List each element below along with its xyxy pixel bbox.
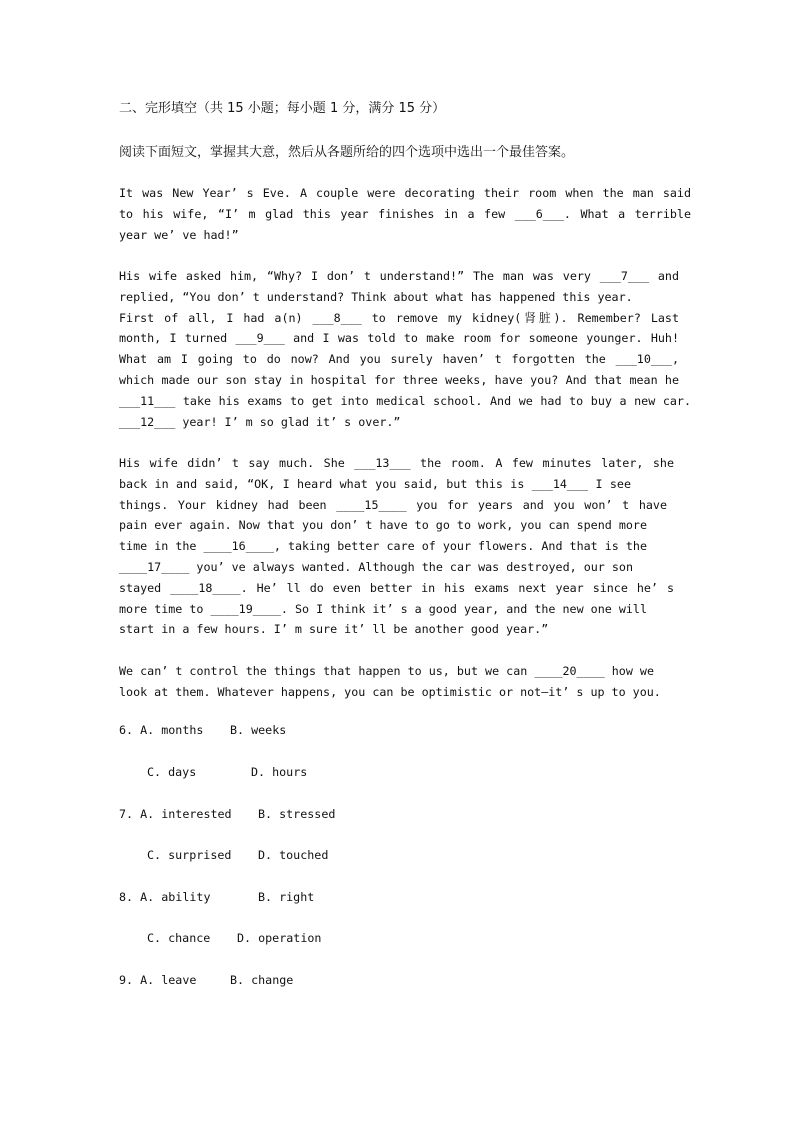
passage-line: which made our son stay in hospital for three weeks, have you? And that mean he [119,372,679,387]
passage-line: back in and said, “OK, I heard what you said, but this is ___14___ I see [119,476,631,491]
option: C. days [147,765,197,779]
question-7-row-2 [147,848,328,862]
option: 8. A. ability [119,890,211,904]
option: 7. A. interested [119,807,232,821]
passage-line: year we’ ve had!” [119,227,239,242]
passage-line: ___11___ take his exams to get into medical school. And we had to buy a new car. [119,393,691,408]
passage-line: First of all, I had a(n) ___8___ to remove my kidney(肾脏). Remember? Last [119,310,679,325]
passage-line: to his wife, “I’ m glad this year finishes in a few ___6___. What a terrible [119,206,691,221]
passage-line: time in the ____16____, taking better care of your flowers. And that is the [119,539,647,554]
passage-line: ____17____ you’ ve always wanted. Although the car was destroyed, our son [119,559,633,574]
passage-paragraph [119,266,691,432]
passage-line: What am I going to do now? And you surely haven’ t forgotten the ___10___, [119,352,679,367]
option: 9. A. leave [119,973,197,987]
passage-line: look at them. Whatever happens, you can be optimistic or not—it’ s up to you. [119,684,661,699]
question-8-row-2 [147,931,321,945]
passage-line: more time to ____19____. So I think it’ s a good year, and the new one will [119,601,647,616]
option: C. chance [147,931,211,945]
passage-line: stayed ____18____. He’ ll do even better in his exams next year since he’ s [119,580,674,595]
option: B. stressed [258,807,336,821]
question-6-row-1 [119,723,286,737]
passage-line: His wife didn’ t say much. She ___13___ the room. A few minutes later, she [119,456,674,470]
option: C. surprised [147,848,232,862]
passage-line: things. Your kidney had been ____15____ you for years and you won’ t have [119,497,667,512]
passage-paragraph [119,661,691,703]
passage-line: pain ever again. Now that you don’ t have to go to work, you can spend more [119,518,647,533]
passage-line: ___12___ year! I’ m so glad it’ s over.” [119,414,401,429]
passage-line: replied, “You don’ t understand? Think about what has happened this year. [119,289,633,304]
section-heading: 二、完形填空（共 15 小题；每小题 1 分，满分 15 分） [119,101,446,116]
passage-paragraph [119,453,674,640]
question-7-row-1 [119,807,335,821]
question-9-row-1 [119,973,293,987]
option: B. change [230,973,294,987]
passage-line: It was New Year’ s Eve. A couple were decorating their room when the man said [119,186,691,200]
question-6-row-2 [147,765,307,779]
option: B. right [258,890,315,904]
passage-line: month, I turned ___9___ and I was told to make room for someone younger. Huh! [119,331,679,346]
option: D. hours [251,765,308,779]
option: D. operation [237,931,322,945]
passage-line: His wife asked him, “Why? I don’ t understand!” The man was very ___7___ and [119,269,679,283]
option: 6. A. months [119,723,204,737]
option: B. weeks [230,723,287,737]
section-instruction: 阅读下面短文，掌握其大意，然后从各题所给的四个选项中选出一个最佳答案。 [119,145,575,160]
passage-line: We can’ t control the things that happen to us, but we can ____20____ how we [119,664,654,678]
option: D. touched [258,848,329,862]
passage-paragraph [119,183,691,245]
passage-line: start in a few hours. I’ m sure it’ ll be another good year.” [119,622,549,637]
question-8-row-1 [119,890,314,904]
